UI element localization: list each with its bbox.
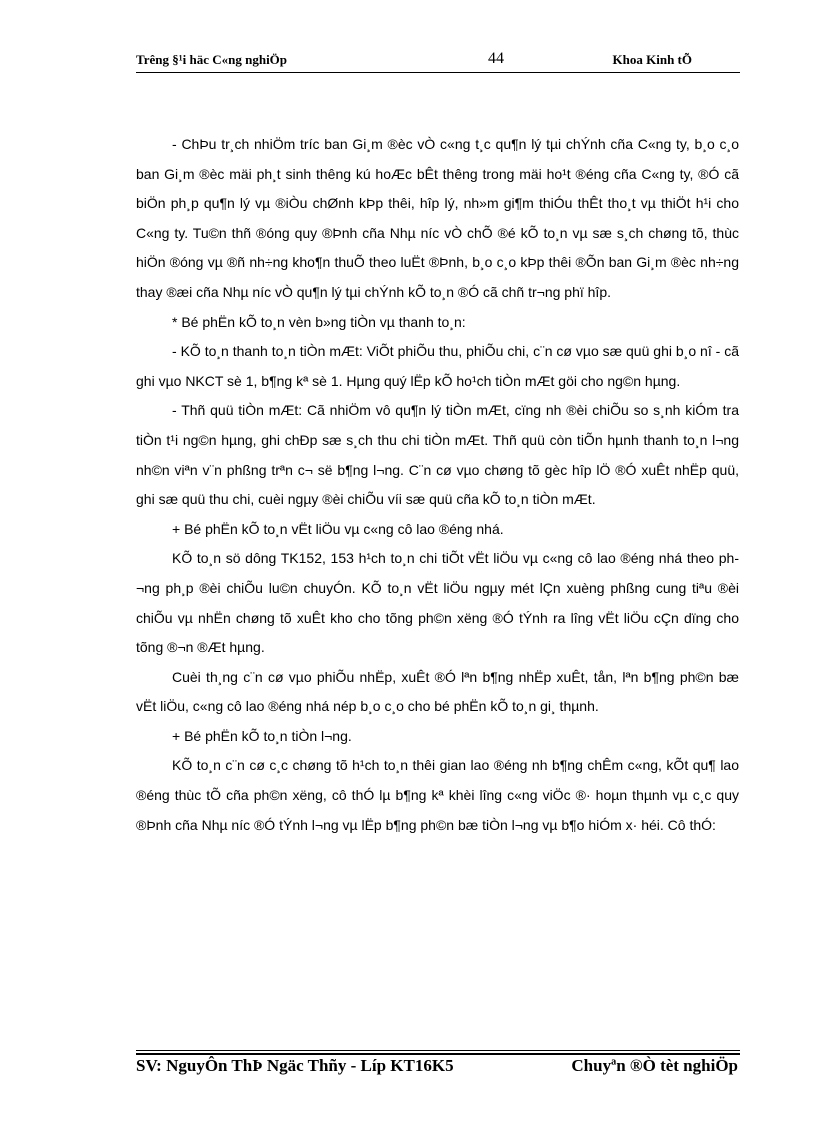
header-rule [136,72,740,73]
header-school-name: Trêng §¹i häc C«ng nghiÖp [136,52,288,67]
paragraph: Cuèi th¸ng c¨n cø vµo phiÕu nhËp, xuÊt ®Ó lªn b¶ng nhËp xuÊt, tån, lªn b¶ng ph©n bæ vËt liÖu, c«ng cô lao ®éng nhá nép b¸o c¸o cho bé phËn kÕ to¸n gi¸ thµnh. [136,668,739,715]
footer-rule [136,1050,740,1051]
header-faculty-name: Khoa Kinh tÕ [612,52,692,67]
paragraph: + Bé phËn kÕ to¸n vËt liÖu vµ c«ng cô lao ®éng nhá. [172,520,504,537]
page-number: 44 [488,50,504,67]
footer-student-name: SV: NguyÔn ThÞ Ngäc Thñy - Líp KT16K5 [136,1056,454,1075]
paragraph: KÕ to¸n sö dông TK152, 153 h¹ch to¸n chi tiÕt vËt liÖu vµ c«ng cô lao ®éng nhá theo ph¬ng ph¸p ®èi chiÕu lu©n chuyÓn. KÕ to¸n vËt liÖu ngµy mét lÇn xuèng phßng cung tiªu ®èi chiÕu vµ nhËn chøng tõ xuÊt kho cho tõng ph©n xëng ®Ó tÝnh ra lîng vËt liÖu cÇn dïng cho tõng ®¬n ®Æt hµng. [136,550,739,656]
paragraph: - Thñ quü tiÒn mÆt: Cã nhiÖm vô qu¶n lý tiÒn mÆt, cïng nh ®èi chiÕu so s¸nh kiÓm tra tiÒn t¹i ng©n hµng, ghi chÐp sæ s¸ch thu chi tiÒn mÆt. Thñ quü còn tiÕn hµnh thanh to¸n l¬ng nh©n viªn v¨n phßng trªn c¬ së b¶ng l¬ng. C¨n cø vµo chøng tõ gèc hîp lÖ ®Ó xuÊt nhËp quü, ghi sæ quü thu chi, cuèi ngµy ®èi chiÕu víi sæ quü cña kÕ to¸n tiÒn mÆt. [136,402,739,508]
paragraph: + Bé phËn kÕ to¸n tiÒn l¬ng. [172,727,352,744]
footer-thesis-label: Chuyªn ®Ò tèt nghiÖp [571,1056,738,1075]
document-body [136,130,739,840]
paragraph: * Bé phËn kÕ to¸n vèn b»ng tiÒn vµ thanh to¸n: [172,313,466,330]
paragraph: - ChÞu tr¸ch nhiÖm tríc ban Gi¸m ®èc vÒ c«ng t¸c qu¶n lý tµi chÝnh cña C«ng ty, b¸o c¸o ban Gi¸m ®èc mäi ph¸t sinh thêng kú hoÆc bÊt thêng trong mäi ho¹t ®éng cña C«ng ty, ®Ó cã biÖn ph¸p qu¶n lý vµ ®iÒu chØnh kÞp thêi, hîp lý, nh»m gi¶m thiÓu thÊt tho¸t vµ thiÖt h¹i cho C«ng ty. Tu©n thñ ®óng quy ®Þnh cña Nhµ níc vÒ chÕ ®é kÕ to¸n vµ sæ s¸ch chøng tõ, thùc hiÖn ®óng vµ ®ñ nh÷ng kho¶n thuÕ theo luËt ®Þnh, b¸o c¸o kÞp thêi ®Õn ban Gi¸m ®èc nh÷ng thay ®æi cña Nhµ níc vÒ qu¶n lý tµi chÝnh kÕ to¸n ®Ó cã chñ tr¬ng phï hîp. [136,136,739,300]
paragraph: - KÕ to¸n thanh to¸n tiÒn mÆt: ViÕt phiÕu thu, phiÕu chi, c¨n cø vµo sæ quü ghi b¸o nî - cã ghi vµo NKCT sè 1, b¶ng kª sè 1. Hµng quý lËp kÕ ho¹ch tiÒn mÆt göi cho ng©n hµng. [136,343,739,389]
page-header [136,50,740,74]
paragraph: KÕ to¸n c¨n cø c¸c chøng tõ h¹ch to¸n thêi gian lao ®éng nh b¶ng chÊm c«ng, kÕt qu¶ lao ®éng thùc tÕ cña ph©n xëng, cô thÓ lµ b¶ng kª khèi lîng c«ng viÖc ®· hoµn thµnh vµ c¸c quy ®Þnh cña Nhµ níc ®Ó tÝnh l¬ng vµ lËp b¶ng ph©n bæ tiÒn l¬ng vµ b¶o hiÓm x· héi. Cô thÓ: [136,757,739,833]
page-footer [136,1056,740,1080]
footer-rule-thick [136,1053,740,1055]
